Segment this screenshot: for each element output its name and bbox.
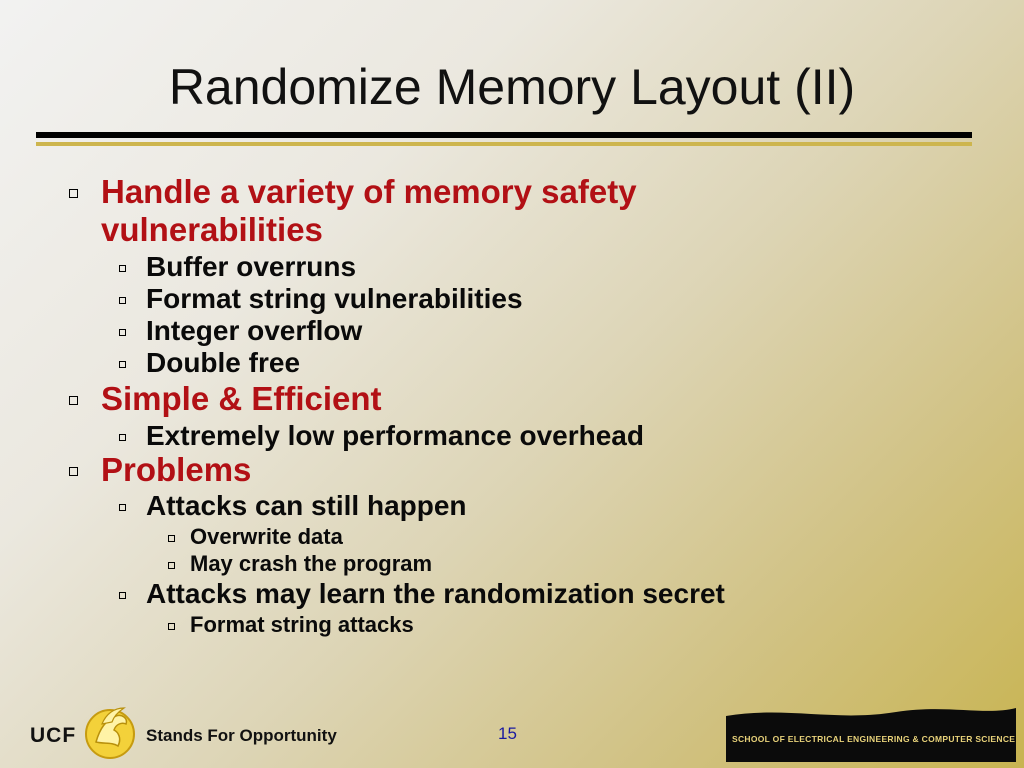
bullet-item: [101, 380, 382, 418]
bullet-text: Handle a variety of memory safety: [101, 173, 637, 210]
bullet-item: [146, 578, 725, 610]
bullet-item: [146, 490, 467, 522]
square-bullet-icon: [69, 396, 78, 405]
bullet-text: Attacks may learn the randomization secret: [146, 578, 725, 609]
square-bullet-icon: [119, 361, 126, 368]
school-name: SCHOOL OF ELECTRICAL ENGINEERING & COMPUTER SCIENCE: [732, 734, 1016, 744]
bullet-item: [101, 173, 637, 211]
square-bullet-icon: [119, 592, 126, 599]
square-bullet-icon: [119, 329, 126, 336]
bullet-text: Attacks can still happen: [146, 490, 467, 521]
bullet-text: Simple & Efficient: [101, 380, 382, 417]
bullet-text: Extremely low performance overhead: [146, 420, 644, 451]
pegasus-logo-icon: [82, 702, 138, 760]
square-bullet-icon: [119, 434, 126, 441]
bullet-item: [146, 420, 644, 452]
bullet-text: Overwrite data: [190, 524, 343, 549]
square-bullet-icon: [119, 297, 126, 304]
ucf-wordmark: UCF: [30, 724, 77, 747]
square-bullet-icon: [69, 189, 78, 198]
bullet-text: Problems: [101, 451, 252, 488]
bullet-text: May crash the program: [190, 551, 433, 576]
bullet-item: [190, 524, 343, 550]
bullet-item: [146, 347, 300, 379]
bullet-text: Format string attacks: [190, 612, 414, 637]
square-bullet-icon: [119, 265, 126, 272]
bullet-item: [146, 315, 362, 347]
bullet-text: vulnerabilities: [101, 211, 323, 248]
bullet-text: Format string vulnerabilities: [146, 283, 523, 314]
ucf-slogan: Stands For Opportunity: [146, 726, 337, 745]
bullet-text: Buffer overruns: [146, 251, 357, 282]
bullet-item: [190, 551, 432, 577]
bullet-item: [101, 451, 251, 489]
bullet-item: [146, 283, 523, 315]
square-bullet-icon: [168, 623, 175, 630]
school-banner: [726, 702, 1016, 762]
bullet-item: [146, 251, 356, 283]
square-bullet-icon: [69, 467, 78, 476]
square-bullet-icon: [168, 562, 175, 569]
bullet-item-continuation: [101, 211, 323, 249]
slide-title: Randomize Memory Layout (II): [168, 59, 856, 115]
square-bullet-icon: [168, 535, 175, 542]
bullet-text: Integer overflow: [146, 315, 363, 346]
square-bullet-icon: [119, 504, 126, 511]
bullet-text: Double free: [146, 347, 301, 378]
bullet-item: [190, 612, 414, 638]
page-number: 15: [498, 724, 517, 743]
